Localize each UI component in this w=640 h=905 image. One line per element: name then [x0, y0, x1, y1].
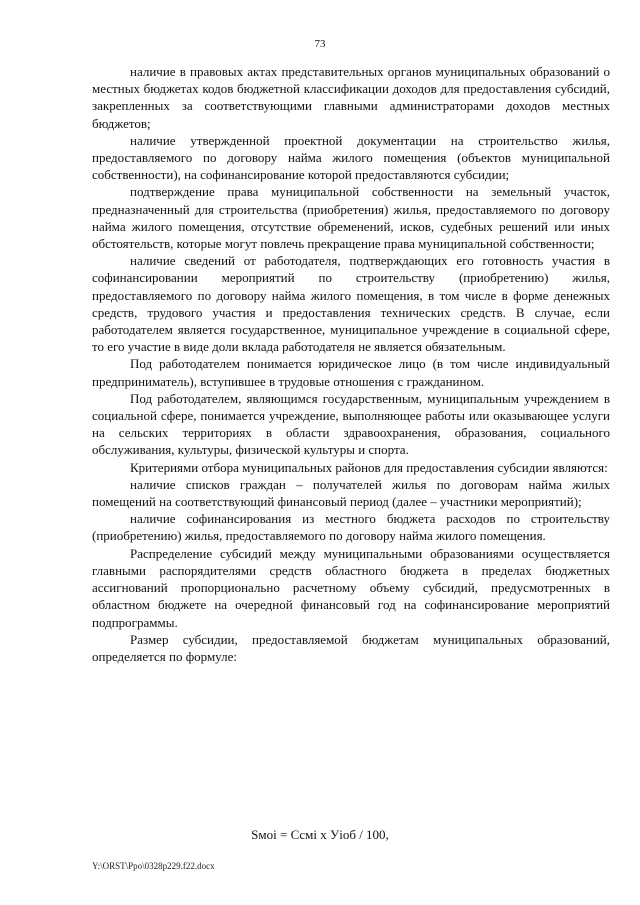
paragraph: наличие сведений от работодателя, подтверждающих его готовность участия в софинансировании мероприятий по строительству (приобретению) жилья, предоставляемого по договору найма жилого помещения, в том числе в форме денежных средств, трудового участия и предоставления технических средств. В случае, если работодателем является государственное, муниципальное учреждение в социальной сфере, то его участие в виде доли вклада работодателя не является обязательным.: [92, 253, 610, 355]
paragraph: наличие утвержденной проектной документации на строительство жилья, предоставляемого по договору найма жилого помещения (объектов муниципальной собственности), на софинансирование которой предоставляются субсидии;: [92, 132, 610, 183]
page-number: 73: [314, 38, 326, 50]
paragraph: наличие в правовых актах представительных органов муниципальных образований о местных бюджетах кодов бюджетной классификации доходов для предоставления субсидий, закрепленных за соответствующими главными администраторами доходов местных бюджетов;: [92, 64, 610, 131]
paragraph: наличие списков граждан – получателей жилья по договорам найма жилых помещений на соответствующий финансовый период (далее – участники мероприятий);: [92, 476, 610, 510]
footer-file-path: Y:\ORST\Ppo\0328p229.f22.docx: [92, 861, 215, 871]
paragraph: Распределение субсидий между муниципальными образованиями осуществляется главными распорядителями средств областного бюджета в пределах бюджетных ассигнований пропорционально расчетному объему субсидий, предусмотренных в областном бюджете на очередной финансовый год на софинансирование мероприятий подпрограммы.: [92, 545, 610, 630]
paragraph: Под работодателем понимается юридическое лицо (в том числе индивидуальный предприниматель), вступившее в трудовые отношения с гражданином.: [92, 356, 610, 389]
paragraph: Под работодателем, являющимся государственным, муниципальным учреждением в социальной сфере, понимается учреждение, выполняющее работы или оказывающее услуги на сельских территориях в области здравоохранения, образования, социального обслуживания, культуры, физической культуры и спорта.: [92, 390, 610, 458]
paragraph: подтверждение права муниципальной собственности на земельный участок, предназначенный для строительства (приобретения) жилья, предоставляемого по договору найма жилого помещения, отсутствие обременений, исков, судебных решений или иных обстоятельств, которые могут повлечь прекращение права муниципальной собственности;: [92, 184, 610, 252]
formula: Sмоi = Ссмi х Уioб / 100,: [251, 827, 389, 842]
paragraph: Размер субсидии, предоставляемой бюджетам муниципальных образований, определяется по формуле:: [92, 631, 610, 664]
paragraph: наличие софинансирования из местного бюджета расходов по строительству (приобретению) жилья, предоставляемого по договору найма жилого помещения.: [92, 511, 610, 544]
body-text: [92, 63, 610, 665]
paragraph: Критериями отбора муниципальных районов для предоставления субсидии являются:: [130, 459, 608, 475]
